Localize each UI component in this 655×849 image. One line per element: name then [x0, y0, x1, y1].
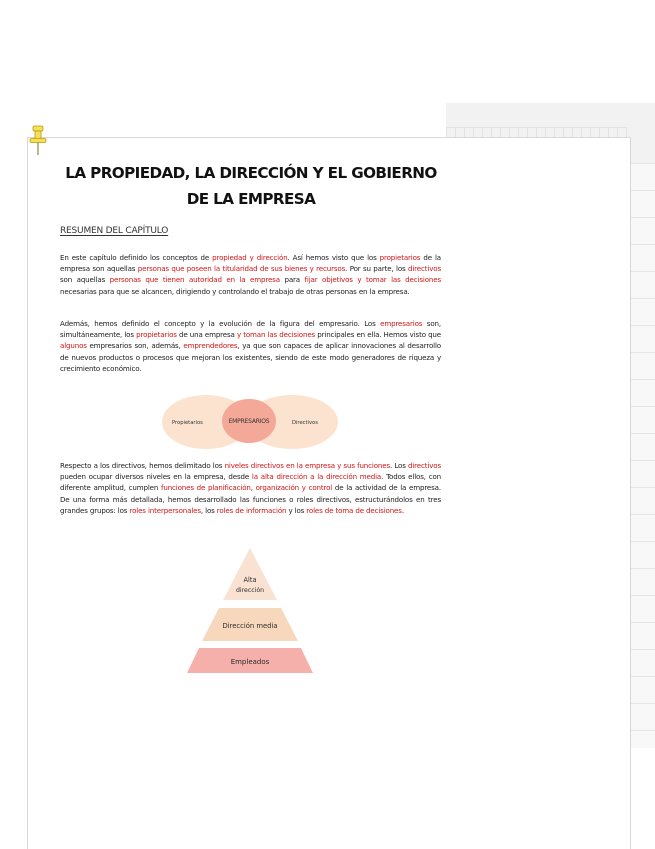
- highlighted-term: propietarios: [136, 330, 177, 340]
- text-run: de la actividad de la empresa. De una forma más detallada, hemos desarrollado las funciones o roles directivos, estructurándolos en tres grandes grupos: los: [60, 483, 441, 515]
- text-run: En este capítulo definido los conceptos de: [60, 253, 213, 262]
- highlighted-term: empresarios: [380, 319, 423, 328]
- pyramid-label-empleados: Empleados: [230, 658, 270, 666]
- text-run: de una empresa: [176, 330, 237, 340]
- paragraph-directivos: [60, 460, 441, 516]
- highlighted-term: niveles directivos en la empresa y sus funciones: [224, 461, 391, 470]
- text-run: son, simultáneamente, los: [60, 319, 441, 340]
- highlighted-term: la alta dirección a la dirección media: [251, 472, 382, 482]
- highlighted-term: y toman las decisiones: [236, 330, 316, 340]
- text-run: necesarias para que se alcancen, dirigiendo y controlando el trabajo de otras personas en la empresa.: [60, 286, 410, 296]
- text-run: . Por su parte, los: [345, 264, 408, 274]
- highlighted-term: roles de información: [216, 505, 287, 515]
- section-heading: RESUMEN DEL CAPÍTULO: [60, 226, 169, 236]
- text-run: . Los: [390, 461, 408, 470]
- highlighted-term: roles interpersonales: [129, 505, 201, 515]
- pyramid-diagram: [186, 548, 314, 678]
- text-run: empresarios son, además,: [86, 341, 184, 351]
- text-run: pueden ocupar diversos niveles en la empresa, desde: [60, 472, 252, 482]
- page-title: LA PROPIEDAD, LA DIRECCIÓN Y EL GOBIERNO DE LA EMPRESA: [65, 164, 437, 208]
- paragraph-propiedad-direccion: [60, 252, 441, 297]
- text-run: Respecto a los directivos, hemos delimitado los: [60, 461, 225, 470]
- paragraph-empresario: [60, 318, 441, 374]
- highlighted-term: fijar objetivos y tomar las decisiones: [304, 275, 441, 285]
- text-run: para: [279, 275, 305, 285]
- text-run: y los: [286, 505, 307, 515]
- pyramid-label-direccion-media: Dirección media: [222, 622, 278, 630]
- highlighted-term: directivos: [408, 461, 441, 470]
- text-run: son aquellas: [60, 275, 110, 285]
- highlighted-term: propietarios: [379, 253, 421, 262]
- venn-label-empresarios: EMPRESARIOS: [228, 418, 270, 425]
- highlighted-term: directivos: [408, 264, 441, 274]
- text-run: .: [401, 505, 404, 515]
- highlighted-term: funciones de planificación, organización y control: [161, 483, 333, 493]
- highlighted-term: emprendedores: [183, 341, 238, 351]
- pyramid-label-alta: Alta: [243, 576, 257, 584]
- text-run: principales en ella. Hemos visto que: [315, 330, 441, 340]
- pushpin-icon: [28, 125, 48, 157]
- highlighted-term: algunos: [60, 341, 87, 351]
- text-run: . Así hemos visto que los: [287, 253, 380, 262]
- text-run: , ya que son capaces de aplicar innovaciones al desarrollo de nuevos productos o procesos que mejoran los existentes, siendo de este modo generadores de riqueza y crecimiento económico.: [60, 341, 442, 373]
- text-run: Además, hemos definido el concepto y la evolución de la figura del empresario. Los: [60, 319, 381, 328]
- venn-label-propietarios: Propietarios: [172, 420, 203, 426]
- venn-diagram: [158, 393, 340, 451]
- highlighted-term: propiedad y dirección: [212, 253, 288, 262]
- text-run: de la empresa son aquellas: [60, 253, 441, 274]
- text-run: , los: [200, 505, 217, 515]
- highlighted-term: roles de toma de decisiones: [306, 505, 402, 515]
- highlighted-term: personas que tienen autoridad en la empresa: [109, 275, 280, 285]
- pyramid-label-direccion: dirección: [235, 587, 265, 594]
- venn-label-directivos: Directivos: [292, 420, 318, 426]
- text-run: . Todos ellos, con diferente amplitud, cumplen: [60, 472, 441, 493]
- highlighted-term: personas que poseen la titularidad de sus bienes y recursos: [137, 264, 346, 274]
